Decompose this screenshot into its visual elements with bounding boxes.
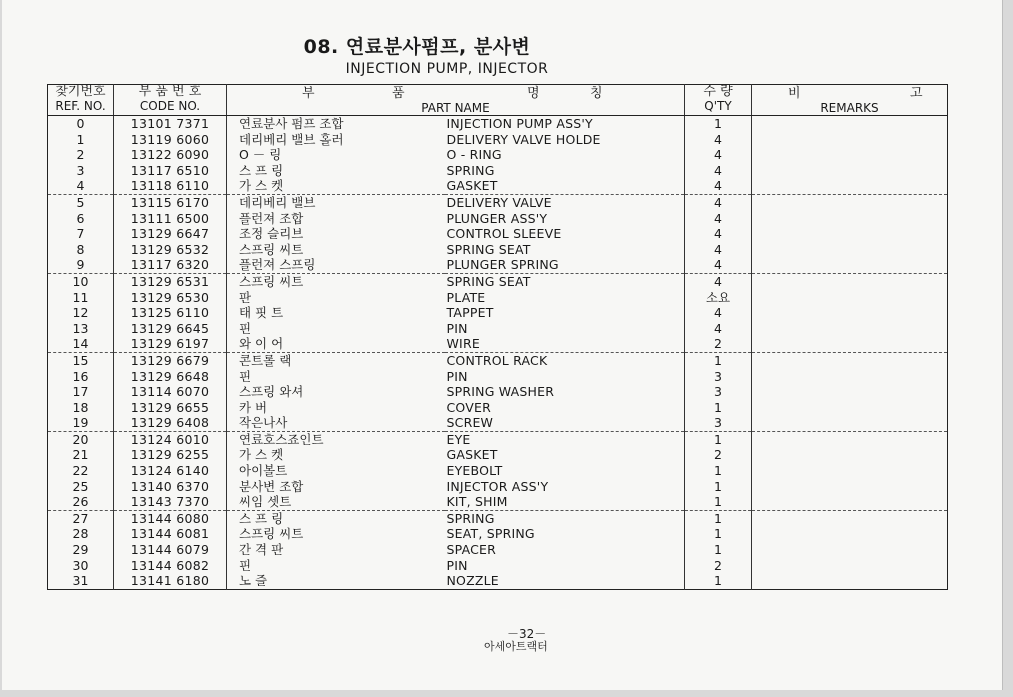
remarks-cell xyxy=(752,384,948,400)
qty-cell: 4 xyxy=(685,321,752,337)
remarks-cell xyxy=(752,147,948,163)
english-name-cell: PIN xyxy=(445,321,685,337)
table-row xyxy=(48,479,948,495)
code-no-cell: 13129 6648 xyxy=(114,369,227,385)
table-row xyxy=(48,116,948,132)
ref-no-cell: 1 xyxy=(48,132,114,148)
code-no-cell: 13129 6647 xyxy=(114,226,227,242)
table-row xyxy=(48,305,948,321)
remarks-cell xyxy=(752,336,948,352)
ref-no-cell: 17 xyxy=(48,384,114,400)
korean-name-cell: 카 버 xyxy=(239,399,268,415)
english-name-cell: SPRING xyxy=(445,510,685,526)
code-no-cell: 13118 6110 xyxy=(114,178,227,194)
header-remarks: 비 고 REMARKS xyxy=(752,85,948,116)
korean-name-cell: 스 프 링 xyxy=(239,162,284,178)
qty-cell: 2 xyxy=(685,558,752,574)
remarks-cell xyxy=(752,573,948,589)
ref-no-cell: 4 xyxy=(48,178,114,194)
qty-cell: 소요 xyxy=(685,290,752,306)
ref-no-cell: 5 xyxy=(48,194,114,210)
remarks-cell xyxy=(752,447,948,463)
page-title: 08. 연료분사펌프, 분사변 xyxy=(303,36,531,58)
code-no-cell: 13129 6531 xyxy=(114,273,227,289)
code-no-cell: 13111 6500 xyxy=(114,211,227,227)
ref-no-cell: 22 xyxy=(48,463,114,479)
korean-name-cell: O － 링 xyxy=(239,147,282,163)
korean-name-cell: 스프링 씨트 xyxy=(227,273,445,289)
code-no-cell: 13144 6080 xyxy=(114,510,227,526)
code-no-cell: 13144 6082 xyxy=(114,558,227,574)
code-no-cell: 13124 6010 xyxy=(114,431,227,447)
qty-cell: 4 xyxy=(685,132,752,148)
table-row xyxy=(48,321,948,337)
remarks-cell xyxy=(752,400,948,416)
ref-no-cell: 14 xyxy=(48,336,114,352)
english-name-cell: EYE xyxy=(445,431,685,447)
english-name-cell: PIN xyxy=(445,558,685,574)
qty-cell: 4 xyxy=(685,305,752,321)
ref-no-cell: 19 xyxy=(48,415,114,431)
korean-name-cell: 스프링 씨트 xyxy=(239,526,304,542)
english-name-cell: DELIVERY VALVE HOLDE xyxy=(445,132,685,148)
korean-name-cell: 노 즐 xyxy=(239,573,268,589)
table-row xyxy=(48,369,948,385)
ref-no-cell: 26 xyxy=(48,494,114,510)
remarks-cell xyxy=(752,494,948,510)
ref-no-cell: 3 xyxy=(48,163,114,179)
english-name-cell: SPRING SEAT xyxy=(445,273,685,289)
table-row xyxy=(48,178,948,194)
table-row xyxy=(48,242,948,258)
parts-table xyxy=(47,84,948,590)
qty-cell: 1 xyxy=(685,116,752,132)
korean-name-cell: 분사변 조합 xyxy=(239,478,304,494)
korean-name-cell: 가 스 켓 xyxy=(239,447,284,463)
code-no-cell: 13117 6510 xyxy=(114,163,227,179)
english-name-cell: CONTROL SLEEVE xyxy=(445,226,685,242)
english-name-cell: SEAT, SPRING xyxy=(445,526,685,542)
remarks-cell xyxy=(752,163,948,179)
qty-cell: 4 xyxy=(685,194,752,210)
table-row xyxy=(48,147,948,163)
korean-name-cell: 연료호스죠인트 xyxy=(227,431,445,447)
header-qty: 수 량 Q'TY xyxy=(685,85,752,116)
table-row xyxy=(48,273,948,289)
english-name-cell: O - RING xyxy=(445,147,685,163)
code-no-cell: 13129 6197 xyxy=(114,336,227,352)
table-row xyxy=(48,400,948,416)
ref-no-cell: 25 xyxy=(48,479,114,495)
english-name-cell: KIT, SHIM xyxy=(445,494,685,510)
remarks-cell xyxy=(752,116,948,132)
code-no-cell: 13140 6370 xyxy=(114,479,227,495)
qty-cell: 1 xyxy=(685,573,752,589)
korean-name-cell: 연료분사 펌프 조합 xyxy=(239,116,344,131)
remarks-cell xyxy=(752,510,948,526)
ref-no-cell: 13 xyxy=(48,321,114,337)
code-no-cell: 13114 6070 xyxy=(114,384,227,400)
korean-name-cell: 데리베리 밸브 xyxy=(227,194,445,210)
remarks-cell xyxy=(752,431,948,447)
korean-name-cell: 핀 xyxy=(239,557,252,573)
qty-cell: 4 xyxy=(685,273,752,289)
ref-no-cell: 7 xyxy=(48,226,114,242)
catalog-page xyxy=(2,0,1003,690)
header-code-no: 부 품 번 호 CODE NO. xyxy=(114,85,227,116)
english-name-cell: SCREW xyxy=(445,415,685,431)
table-row xyxy=(48,463,948,479)
qty-cell: 4 xyxy=(685,226,752,242)
qty-cell: 1 xyxy=(685,526,752,542)
qty-cell: 4 xyxy=(685,211,752,227)
ref-no-cell: 28 xyxy=(48,526,114,542)
table-row xyxy=(48,384,948,400)
english-name-cell: GASKET xyxy=(445,447,685,463)
korean-name-cell: 플런져 스프링 xyxy=(239,257,316,273)
code-no-cell: 13101 7371 xyxy=(114,116,227,132)
table-row xyxy=(48,573,948,589)
korean-name-cell: 태 핏 트 xyxy=(239,305,284,321)
english-name-cell: SPRING SEAT xyxy=(445,242,685,258)
korean-name-cell: 스프링 씨트 xyxy=(239,241,304,257)
code-no-cell: 13129 6679 xyxy=(114,352,227,368)
code-no-cell: 13129 6255 xyxy=(114,447,227,463)
ref-no-cell: 0 xyxy=(48,116,114,132)
korean-name-cell: 플런져 조합 xyxy=(239,210,304,226)
remarks-cell xyxy=(752,352,948,368)
qty-cell: 1 xyxy=(685,510,752,526)
remarks-cell xyxy=(752,226,948,242)
table-row xyxy=(48,132,948,148)
english-name-cell: TAPPET xyxy=(445,305,685,321)
english-name-cell: SPRING WASHER xyxy=(445,384,685,400)
qty-cell: 4 xyxy=(685,242,752,258)
table-row xyxy=(48,415,948,431)
qty-cell: 1 xyxy=(685,352,752,368)
qty-cell: 1 xyxy=(685,431,752,447)
code-no-cell: 13129 6655 xyxy=(114,400,227,416)
english-name-cell: PLUNGER ASS'Y xyxy=(445,211,685,227)
remarks-cell xyxy=(752,194,948,210)
remarks-cell xyxy=(752,526,948,542)
ref-no-cell: 30 xyxy=(48,558,114,574)
korean-name-cell: 스 프 링 xyxy=(227,510,445,526)
qty-cell: 4 xyxy=(685,178,752,194)
english-name-cell: NOZZLE xyxy=(445,573,685,589)
korean-name-cell: 작은나사 xyxy=(239,415,288,431)
ref-no-cell: 18 xyxy=(48,400,114,416)
qty-cell: 2 xyxy=(685,447,752,463)
ref-no-cell: 20 xyxy=(48,431,114,447)
qty-cell: 3 xyxy=(685,384,752,400)
code-no-cell: 13129 6530 xyxy=(114,290,227,306)
table-row xyxy=(48,163,948,179)
remarks-cell xyxy=(752,242,948,258)
english-name-cell: CONTROL RACK xyxy=(445,352,685,368)
remarks-cell xyxy=(752,211,948,227)
table-row xyxy=(48,194,948,210)
english-name-cell: GASKET xyxy=(445,178,685,194)
qty-cell: 1 xyxy=(685,494,752,510)
english-name-cell: PLUNGER SPRING xyxy=(445,257,685,273)
table-header-row xyxy=(48,85,948,116)
qty-cell: 2 xyxy=(685,336,752,352)
ref-no-cell: 2 xyxy=(48,147,114,163)
table-row xyxy=(48,226,948,242)
table-row xyxy=(48,526,948,542)
korean-name-cell: 핀 xyxy=(239,320,252,336)
table-row xyxy=(48,352,948,368)
table-row xyxy=(48,211,948,227)
korean-name-cell: 씨임 셋트 xyxy=(239,494,292,510)
korean-name-cell: 간 격 판 xyxy=(239,542,284,558)
korean-name-cell: 콘트롤 랙 xyxy=(227,352,445,368)
code-no-cell: 13124 6140 xyxy=(114,463,227,479)
ref-no-cell: 10 xyxy=(48,273,114,289)
code-no-cell: 13125 6110 xyxy=(114,305,227,321)
ref-no-cell: 29 xyxy=(48,542,114,558)
code-no-cell: 13129 6408 xyxy=(114,415,227,431)
ref-no-cell: 12 xyxy=(48,305,114,321)
table-row xyxy=(48,510,948,526)
code-no-cell: 13144 6079 xyxy=(114,542,227,558)
remarks-cell xyxy=(752,273,948,289)
ref-no-cell: 11 xyxy=(48,290,114,306)
code-no-cell: 13122 6090 xyxy=(114,147,227,163)
page-subtitle: INJECTION PUMP, INJECTOR xyxy=(345,61,549,77)
ref-no-cell: 31 xyxy=(48,573,114,589)
korean-name-cell: 핀 xyxy=(239,368,252,384)
code-no-cell: 13144 6081 xyxy=(114,526,227,542)
header-part-name: 부 품 명 칭 PART NAME xyxy=(227,85,685,116)
footer-brand: 아세아트랙터 xyxy=(484,640,548,653)
table-row xyxy=(48,447,948,463)
qty-cell: 4 xyxy=(685,147,752,163)
english-name-cell: PIN xyxy=(445,369,685,385)
english-name-cell: DELIVERY VALVE xyxy=(445,194,685,210)
english-name-cell: INJECTOR ASS'Y xyxy=(445,479,685,495)
korean-name-cell: 스프링 와셔 xyxy=(239,384,304,400)
english-name-cell: WIRE xyxy=(445,336,685,352)
remarks-cell xyxy=(752,369,948,385)
parts-table-body xyxy=(48,116,948,590)
qty-cell: 1 xyxy=(685,479,752,495)
ref-no-cell: 8 xyxy=(48,242,114,258)
table-row xyxy=(48,431,948,447)
qty-cell: 1 xyxy=(685,400,752,416)
remarks-cell xyxy=(752,558,948,574)
korean-name-cell: 가 스 켓 xyxy=(239,178,284,194)
qty-cell: 4 xyxy=(685,257,752,273)
table-row xyxy=(48,336,948,352)
korean-name-cell: 데리베리 밸브 홀러 xyxy=(239,131,344,147)
korean-name-cell: 조정 슬리브 xyxy=(239,226,304,242)
table-row xyxy=(48,257,948,273)
qty-cell: 1 xyxy=(685,542,752,558)
english-name-cell: COVER xyxy=(445,400,685,416)
code-no-cell: 13129 6645 xyxy=(114,321,227,337)
ref-no-cell: 15 xyxy=(48,352,114,368)
header-ref-no: 찾기번호 REF. NO. xyxy=(48,85,114,116)
ref-no-cell: 27 xyxy=(48,510,114,526)
code-no-cell: 13143 7370 xyxy=(114,494,227,510)
remarks-cell xyxy=(752,542,948,558)
korean-name-cell: 아이볼트 xyxy=(239,463,288,479)
remarks-cell xyxy=(752,321,948,337)
english-name-cell: INJECTION PUMP ASS'Y xyxy=(445,116,685,132)
english-name-cell: SPRING xyxy=(445,163,685,179)
ref-no-cell: 6 xyxy=(48,211,114,227)
page-number: －32－ xyxy=(507,627,547,641)
english-name-cell: SPACER xyxy=(445,542,685,558)
qty-cell: 3 xyxy=(685,369,752,385)
code-no-cell: 13119 6060 xyxy=(114,132,227,148)
code-no-cell: 13141 6180 xyxy=(114,573,227,589)
remarks-cell xyxy=(752,290,948,306)
ref-no-cell: 21 xyxy=(48,447,114,463)
code-no-cell: 13129 6532 xyxy=(114,242,227,258)
ref-no-cell: 9 xyxy=(48,257,114,273)
table-row xyxy=(48,494,948,510)
table-row xyxy=(48,558,948,574)
remarks-cell xyxy=(752,415,948,431)
qty-cell: 1 xyxy=(685,463,752,479)
remarks-cell xyxy=(752,178,948,194)
english-name-cell: PLATE xyxy=(445,290,685,306)
korean-name-cell: 와 이 어 xyxy=(239,336,284,352)
remarks-cell xyxy=(752,463,948,479)
remarks-cell xyxy=(752,257,948,273)
english-name-cell: EYEBOLT xyxy=(445,463,685,479)
remarks-cell xyxy=(752,305,948,321)
ref-no-cell: 16 xyxy=(48,369,114,385)
code-no-cell: 13115 6170 xyxy=(114,194,227,210)
remarks-cell xyxy=(752,132,948,148)
code-no-cell: 13117 6320 xyxy=(114,257,227,273)
qty-cell: 4 xyxy=(685,163,752,179)
table-row xyxy=(48,290,948,306)
qty-cell: 3 xyxy=(685,415,752,431)
remarks-cell xyxy=(752,479,948,495)
table-row xyxy=(48,542,948,558)
korean-name-cell: 판 xyxy=(239,289,252,305)
